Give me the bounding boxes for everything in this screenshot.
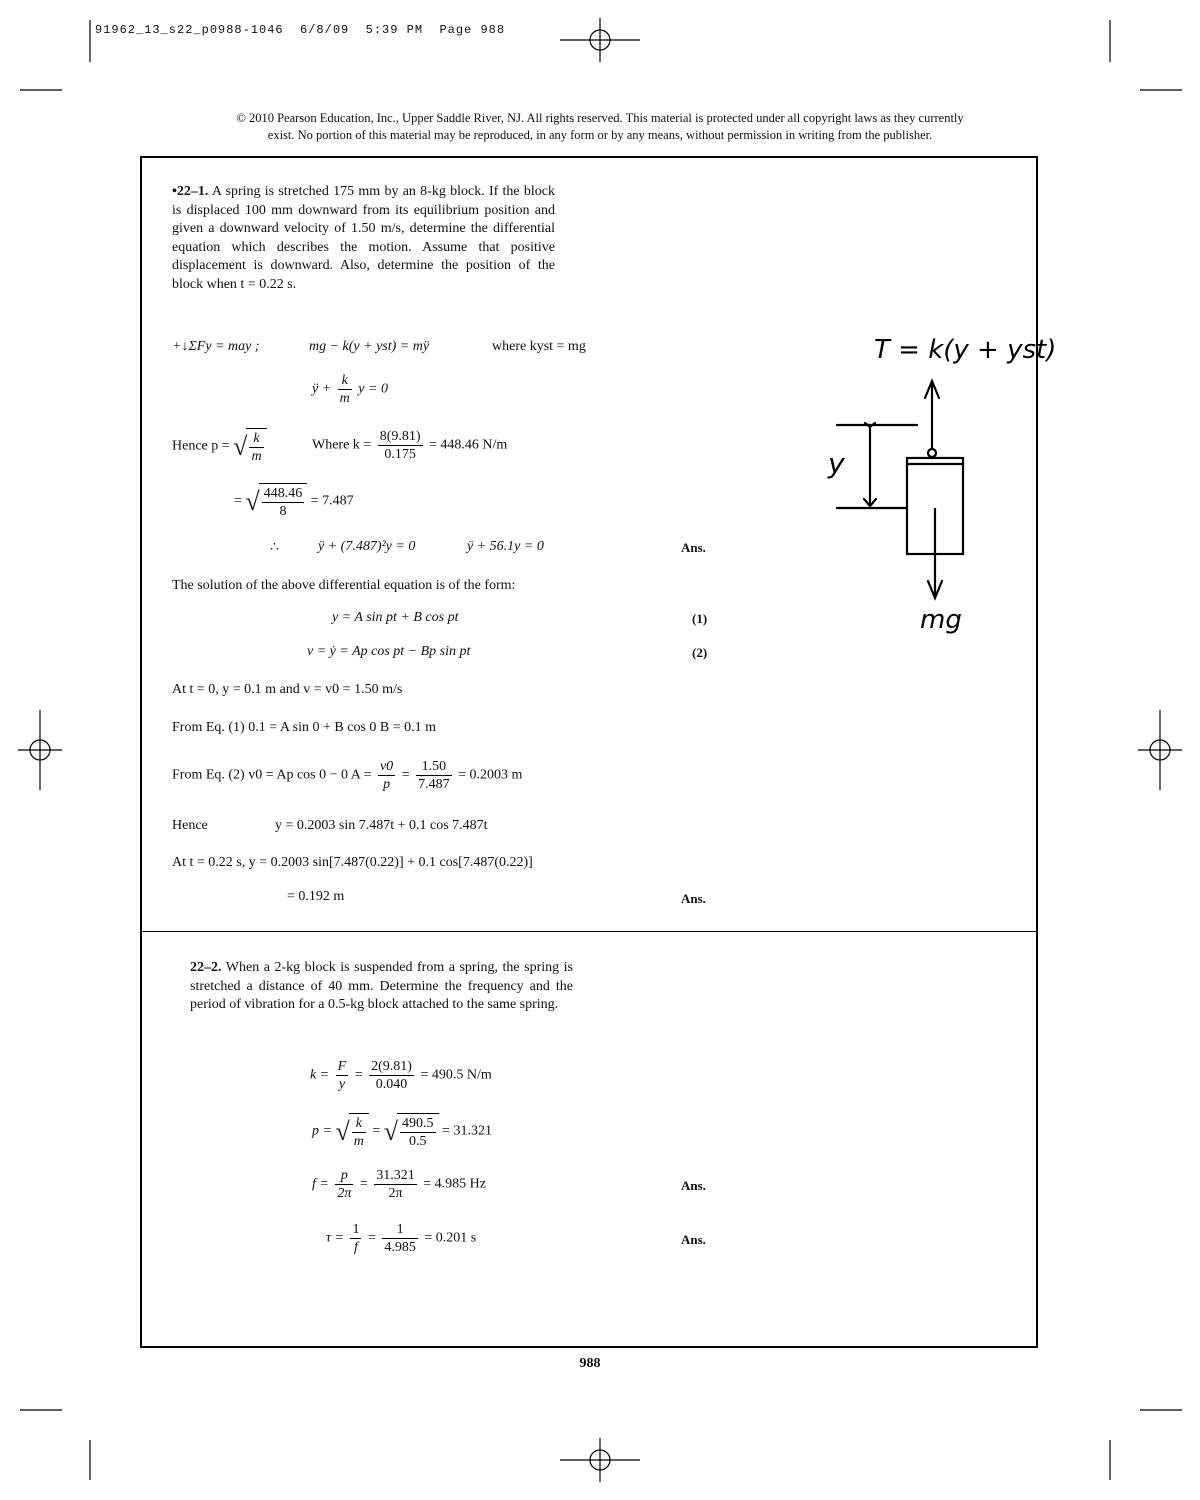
equation-tag-1: (1): [692, 611, 708, 626]
therefore-symbol: ∴: [270, 540, 279, 555]
equals-sign: =: [401, 767, 410, 783]
fraction-numerator: 1.50: [416, 758, 452, 776]
sum-of-forces: +↓ΣFy = may ;: [172, 339, 260, 354]
initial-conditions: At t = 0, y = 0.1 m and v = v0 = 1.50 m/s: [172, 682, 403, 697]
solution-y: y = A sin pt + B cos pt: [332, 610, 459, 625]
free-body-diagram: [812, 323, 1057, 643]
ode-general: [312, 372, 388, 407]
ode-right: y = 0: [358, 381, 388, 397]
weight-label: mg: [920, 605, 962, 635]
period-value: = 0.201 s: [424, 1230, 477, 1246]
fraction-numerator: 2(9.81): [371, 1059, 412, 1074]
a-value: = 0.2003 m: [458, 767, 523, 783]
copyright-notice: [150, 110, 1050, 144]
fraction-denominator: 8: [279, 504, 287, 519]
problem-1-text: A spring is stretched 175 mm by an 8-kg block. If the block is displaced 100 mm downward from its equilibrium position and given a downward velocity of 1.50 m/s, determine the differential equation which describes the motion. Assume that positive displacement is downward. Also, determine the position of the block when t = 0.22 s.: [172, 184, 556, 292]
copyright-line-1: © 2010 Pearson Education, Inc., Upper Saddle River, NJ. All rights reserved. This material is protected under all copyright laws as they currently: [236, 111, 964, 125]
sqrt-k-over-m: √ $\frac{k}{m}$: [233, 428, 266, 465]
p-value: = 7.487: [310, 493, 354, 509]
fraction-denominator: 2π: [388, 1186, 403, 1201]
answer-marker-4: Ans.: [681, 1232, 706, 1247]
spring-constant-calc: [312, 428, 507, 463]
equals-sign: =: [367, 1230, 376, 1246]
equilibrium-condition: where kyst = mg: [492, 339, 586, 354]
fraction-numerator: 1: [382, 1221, 418, 1239]
fraction-denominator: p: [383, 777, 391, 792]
p-value-calc: = √ $\frac{448.46}{8}$ = 7.487: [234, 483, 354, 520]
equals-sign: =: [359, 1176, 368, 1192]
frequency-calc: [312, 1167, 486, 1202]
fraction-denominator: 2π: [337, 1186, 352, 1201]
newton-equation: mg − k(y + yst) = mÿ: [309, 339, 430, 354]
f-left: f =: [312, 1176, 329, 1192]
fraction-numerator: F: [337, 1059, 347, 1074]
printer-slug: 91962_13_s22_p0988-1046 6/8/09 5:39 PM Page 988: [95, 23, 506, 37]
natural-frequency-2: p = √ $\frac{k}{m}$ = √ $\frac{490.5}{0.5}$ = 31.321: [312, 1113, 492, 1150]
fraction-numerator: 8(9.81): [379, 429, 421, 444]
fraction-numerator: v0: [379, 759, 394, 774]
k-value-2: = 490.5 N/m: [420, 1067, 492, 1083]
fraction-denominator: m: [339, 391, 350, 406]
position-function: y = 0.2003 sin 7.487t + 0.1 cos 7.487t: [275, 818, 488, 833]
period-calc: [326, 1221, 476, 1256]
fraction-numerator: 490.5: [402, 1116, 434, 1131]
fraction-denominator: 4.985: [384, 1240, 416, 1255]
hence-label-2: Hence: [172, 818, 208, 833]
y-label: y: [828, 447, 845, 480]
ode-specific-2: ÿ + 56.1y = 0: [467, 539, 544, 554]
fraction-numerator: k: [352, 1115, 366, 1133]
problem-1-number: •22–1.: [172, 184, 209, 199]
fraction-numerator: 31.321: [376, 1168, 415, 1183]
problem-2-statement: [190, 959, 573, 1015]
from-eq-1: From Eq. (1) 0.1 = A sin 0 + B cos 0 B = 0.1 m: [172, 720, 437, 735]
fraction-numerator: k: [249, 430, 263, 448]
spring-constant-2: [310, 1058, 492, 1093]
tau-left: τ =: [326, 1230, 344, 1246]
problem-2-number: 22–2.: [190, 960, 222, 975]
fraction-numerator: p: [335, 1167, 353, 1185]
fraction-denominator: m: [251, 449, 262, 464]
ode-left: ÿ +: [312, 381, 332, 397]
fraction-denominator: 7.487: [418, 777, 450, 792]
fraction-denominator: m: [353, 1134, 364, 1149]
solution-frame: [140, 156, 1057, 1348]
fraction-denominator: 0.5: [409, 1134, 427, 1149]
equals-sign: =: [372, 1123, 381, 1139]
position-at-time: At t = 0.22 s, y = 0.2003 sin[7.487(0.22)] + 0.1 cos[7.487(0.22)]: [172, 855, 533, 870]
k-value: = 448.46 N/m: [429, 437, 508, 453]
tension-label: T = k(y + yst): [874, 335, 1057, 365]
equals-sign: =: [234, 493, 242, 509]
frequency-value: = 4.985 Hz: [423, 1176, 486, 1192]
solution-v: v = ẏ = Ap cos pt − Bp sin pt: [307, 644, 471, 659]
k-left: k =: [310, 1067, 330, 1083]
solution-intro: The solution of the above differential equation is of the form:: [172, 578, 516, 593]
p-left: p =: [312, 1123, 332, 1139]
problem-1-statement: [172, 183, 555, 294]
fraction-numerator: k: [338, 372, 352, 390]
hence-label: Hence p =: [172, 438, 230, 454]
p-value-2: = 31.321: [442, 1123, 492, 1139]
k-over-m-fraction: [338, 372, 352, 407]
problem-divider: [142, 931, 1036, 932]
fraction-numerator: 448.46: [263, 486, 303, 501]
fraction-denominator: y: [338, 1077, 346, 1092]
fraction-denominator: f: [354, 1240, 358, 1255]
position-result: = 0.192 m: [287, 889, 345, 904]
ode-specific-1: ÿ + (7.487)²y = 0: [318, 539, 416, 554]
from-eq-2: [172, 758, 522, 793]
fraction-numerator: 1: [352, 1222, 360, 1237]
equation-tag-2: (2): [692, 645, 708, 660]
p-definition: [172, 428, 267, 465]
answer-marker-3: Ans.: [681, 1178, 706, 1193]
problem-2-text: When a 2-kg block is suspended from a spring, the spring is stretched a distance of 40 mm. Determine the frequency and the period of vibration for a 0.5-kg block attached to the same spring.: [190, 960, 573, 1012]
fraction-denominator: 0.040: [375, 1077, 408, 1092]
copyright-line-2: exist. No portion of this material may be reproduced, in any form or by any means, without permission in writing from the publisher.: [267, 128, 933, 142]
answer-marker-2: Ans.: [681, 891, 706, 906]
fraction-denominator: 0.175: [384, 447, 416, 462]
page-number: 988: [579, 1356, 601, 1371]
equals-sign: =: [354, 1067, 363, 1083]
from-eq-2-left: From Eq. (2) v0 = Ap cos 0 − 0 A =: [172, 767, 372, 783]
answer-marker: Ans.: [681, 540, 706, 555]
where-k-label: Where k =: [312, 437, 372, 453]
